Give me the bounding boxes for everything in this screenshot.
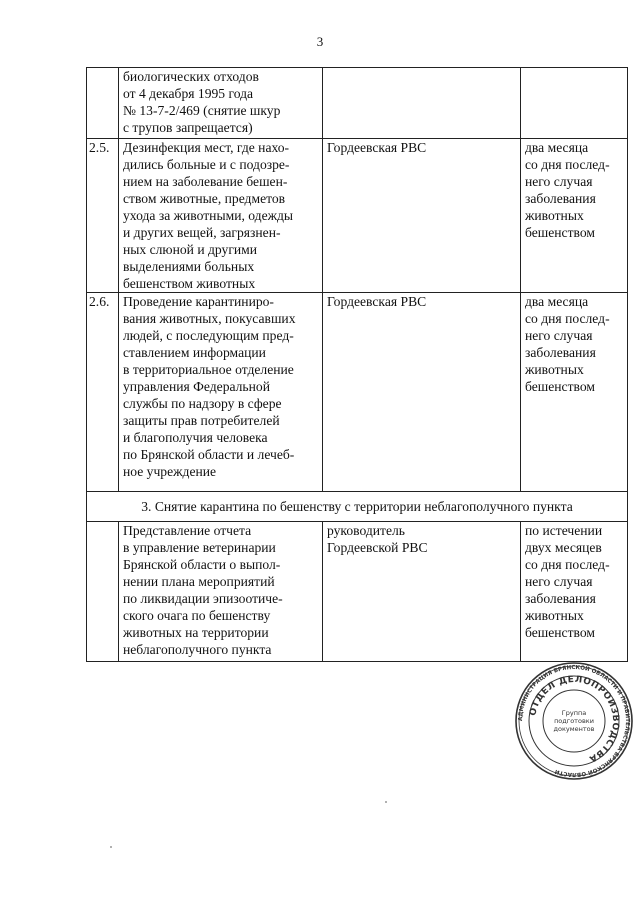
term-line: бешенством bbox=[525, 625, 595, 640]
text-line: бешенством животных bbox=[123, 276, 256, 291]
text-line: вания животных, покусавших bbox=[123, 311, 296, 326]
term-line: заболевания bbox=[525, 591, 596, 606]
text-line: защиты прав потребителей bbox=[123, 413, 280, 428]
term-line: два месяца bbox=[525, 294, 589, 309]
seal-inner-line: документов bbox=[553, 725, 595, 733]
seal-inner-line: подготовки bbox=[554, 717, 594, 725]
text-line: животных на территории bbox=[123, 625, 269, 640]
term-line: животных bbox=[525, 608, 584, 623]
measure-text bbox=[119, 139, 323, 293]
row-number: 2.6. bbox=[87, 293, 119, 492]
term-cell bbox=[521, 139, 628, 293]
text-line: нием на заболевание бешен- bbox=[123, 174, 288, 189]
measures-table bbox=[86, 67, 628, 662]
term-line: со дня послед- bbox=[525, 157, 610, 172]
term-line: него случая bbox=[525, 574, 593, 589]
text-line: ное учреждение bbox=[123, 464, 217, 479]
text-line: ством животные, предметов bbox=[123, 191, 286, 206]
text-line: управления Федеральной bbox=[123, 379, 270, 394]
term-line: бешенством bbox=[525, 379, 595, 394]
seal-outer-text: АДМИНИСТРАЦИЯ БРЯНСКОЙ ОБЛАСТИ И ПРАВИТЕЛЬСТВА БРЯНСКОЙ ОБЛАСТИ bbox=[517, 664, 631, 778]
text-line: неблагополучного пункта bbox=[123, 642, 272, 657]
term-line: него случая bbox=[525, 174, 593, 189]
text-line: дились больные и с подозре- bbox=[123, 157, 290, 172]
text-line: ского очага по бешенству bbox=[123, 608, 271, 623]
executor-cell bbox=[323, 139, 521, 293]
term-line: два месяца bbox=[525, 140, 589, 155]
table-row bbox=[87, 522, 628, 662]
term-line: бешенством bbox=[525, 225, 595, 240]
section-heading: 3. Снятие карантина по бешенству с территории неблагополучного пункта bbox=[87, 492, 628, 522]
executor-line: Гордеевская РВС bbox=[327, 294, 427, 309]
table-row bbox=[87, 139, 628, 293]
term-line: заболевания bbox=[525, 345, 596, 360]
text-line: с трупов запрещается) bbox=[123, 120, 253, 135]
executor-cell bbox=[323, 68, 521, 139]
page-number: 3 bbox=[316, 34, 324, 49]
seal-middle-text: ОТДЕЛ ДЕЛОПРОИЗВОДСТВА bbox=[528, 674, 621, 764]
term-line: животных bbox=[525, 362, 584, 377]
text-line: от 4 декабря 1995 года bbox=[123, 86, 254, 101]
executor-cell bbox=[323, 522, 521, 662]
term-line: животных bbox=[525, 208, 584, 223]
term-line: двух месяцев bbox=[525, 540, 602, 555]
term-cell bbox=[521, 293, 628, 492]
term-cell bbox=[521, 68, 628, 139]
term-line: него случая bbox=[525, 328, 593, 343]
row-number bbox=[87, 68, 119, 139]
text-line: по ликвидации эпизоотиче- bbox=[123, 591, 283, 606]
text-line: и благополучия человека bbox=[123, 430, 268, 445]
text-line: Брянской области о выпол- bbox=[123, 557, 281, 572]
term-cell bbox=[521, 522, 628, 662]
executor-line: Гордеевская РВС bbox=[327, 140, 427, 155]
text-line: ухода за животными, одежды bbox=[123, 208, 294, 223]
section-heading-row bbox=[87, 492, 628, 522]
term-line: заболевания bbox=[525, 191, 596, 206]
row-number bbox=[87, 522, 119, 662]
official-seal-stamp bbox=[514, 661, 634, 781]
executor-line: руководитель bbox=[327, 523, 406, 538]
text-line: Дезинфекция мест, где нахо- bbox=[123, 140, 290, 155]
seal-inner-line: Группа bbox=[561, 709, 587, 717]
text-line: биологических отходов bbox=[123, 69, 259, 84]
text-line: в управление ветеринарии bbox=[123, 540, 276, 555]
executor-cell bbox=[323, 293, 521, 492]
text-line: № 13-7-2/469 (снятие шкур bbox=[123, 103, 281, 118]
row-number: 2.5. bbox=[87, 139, 119, 293]
scan-speck bbox=[110, 846, 112, 848]
text-line: ставлением информации bbox=[123, 345, 266, 360]
term-line: со дня послед- bbox=[525, 311, 610, 326]
text-line: Проведение карантиниро- bbox=[123, 294, 274, 309]
executor-line: Гордеевской РВС bbox=[327, 540, 428, 555]
table-row bbox=[87, 68, 628, 139]
text-line: людей, с последующим пред- bbox=[123, 328, 294, 343]
measure-text bbox=[119, 293, 323, 492]
measure-text bbox=[119, 68, 323, 139]
text-line: ных слюной и другими bbox=[123, 242, 258, 257]
text-line: по Брянской области и лечеб- bbox=[123, 447, 295, 462]
text-line: Представление отчета bbox=[123, 523, 252, 538]
text-line: в территориальное отделение bbox=[123, 362, 294, 377]
scan-speck bbox=[385, 801, 387, 803]
measure-text bbox=[119, 522, 323, 662]
term-line: по истечении bbox=[525, 523, 603, 538]
text-line: и других вещей, загрязнен- bbox=[123, 225, 281, 240]
text-line: службы по надзору в сфере bbox=[123, 396, 282, 411]
table-row bbox=[87, 293, 628, 492]
term-line: со дня послед- bbox=[525, 557, 610, 572]
text-line: нении плана мероприятий bbox=[123, 574, 275, 589]
text-line: выделениями больных bbox=[123, 259, 255, 274]
